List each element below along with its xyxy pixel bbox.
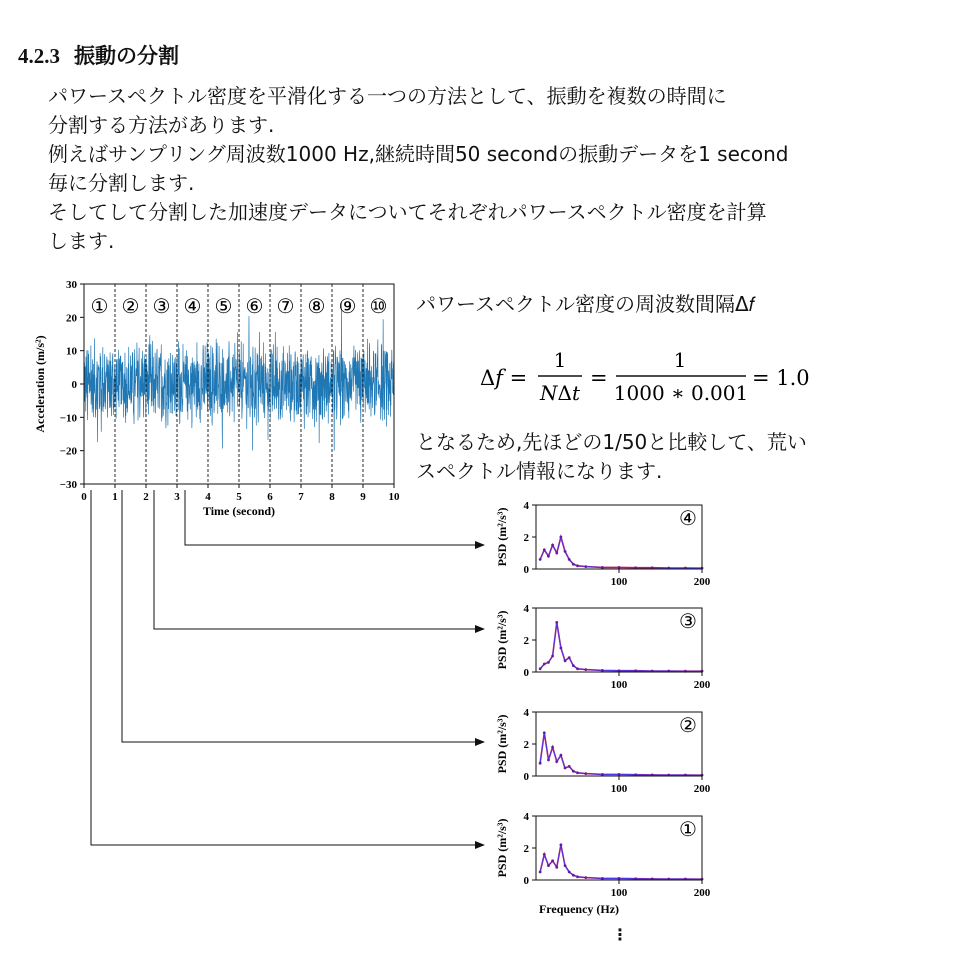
segment-label: ① xyxy=(679,817,697,841)
psd-chart-segment-1 xyxy=(490,806,720,926)
psd-point xyxy=(576,875,579,878)
psd-point xyxy=(551,655,554,658)
psd-point xyxy=(564,767,567,770)
x-tick-label: 100 xyxy=(610,576,628,588)
psd-point xyxy=(564,550,567,553)
formula-frac1-den: 𝑁Δ𝑡 xyxy=(540,381,580,405)
psd-point xyxy=(601,773,604,776)
psd-point xyxy=(572,874,575,877)
segment-label: ⑦ xyxy=(276,294,295,318)
psd-chart-segment-2 xyxy=(490,702,720,802)
connector-arrow xyxy=(91,490,484,845)
psd-point xyxy=(568,765,571,768)
formula-result: = 1.0 xyxy=(752,366,810,390)
psd-series-line xyxy=(540,622,702,671)
psd-point xyxy=(560,843,563,846)
y-tick-label: 0 xyxy=(523,771,529,783)
y-axis-label: PSD (m²/s³) xyxy=(495,818,509,878)
x-tick-label: 10 xyxy=(388,491,400,503)
x-tick-label: 7 xyxy=(298,491,304,503)
segment-label: ② xyxy=(121,294,140,318)
segment-label: ① xyxy=(90,294,109,318)
x-axis-label: Time (second) xyxy=(202,504,276,518)
y-tick-label: 4 xyxy=(523,500,529,512)
psd-point xyxy=(572,664,575,667)
psd-point xyxy=(555,552,558,555)
y-axis-label: PSD (m²/s³) xyxy=(495,507,509,567)
psd-series-line xyxy=(540,845,702,879)
y-tick-label: 2 xyxy=(523,635,529,647)
psd-point xyxy=(568,656,571,659)
x-tick-label: 0 xyxy=(81,491,87,503)
psd-point xyxy=(568,871,571,874)
paragraph-line: 例えばサンプリング周波数1000 Hz,継続時間50 secondの振動データを1 second xyxy=(48,142,789,166)
continuation-dots: ⋮ xyxy=(612,925,628,944)
psd-point xyxy=(564,864,567,867)
psd-point xyxy=(560,754,563,757)
psd-interval-text: パワースペクトル密度の周波数間隔Δ𝑓 xyxy=(416,292,755,316)
connector-arrow xyxy=(185,490,484,545)
plot-frame xyxy=(536,712,702,776)
x-tick-label: 200 xyxy=(693,887,711,899)
y-tick-label: −20 xyxy=(59,445,77,458)
psd-point xyxy=(555,866,558,869)
comparison-line: となるため,先ほどの1/50と比較して、荒い xyxy=(416,430,807,454)
psd-chart-segment-3 xyxy=(490,598,720,698)
psd-point xyxy=(618,566,621,569)
paragraph-line: パワースペクトル密度を平滑化する一つの方法として、振動を複数の時間に xyxy=(48,84,727,108)
formula-equals: = xyxy=(590,366,608,390)
y-tick-label: 0 xyxy=(523,564,529,576)
segment-label: ⑨ xyxy=(338,294,357,318)
psd-point xyxy=(555,760,558,763)
section-number: 4.2.3 xyxy=(18,44,60,68)
x-tick-label: 3 xyxy=(174,491,180,503)
y-tick-label: 2 xyxy=(523,739,529,751)
psd-point xyxy=(584,565,587,568)
segment-label: ④ xyxy=(183,294,202,318)
x-tick-label: 8 xyxy=(329,491,335,503)
formula-frac1-num: 1 xyxy=(553,348,567,372)
segment-label: ⑩ xyxy=(369,294,388,318)
psd-point xyxy=(543,853,546,856)
psd-point xyxy=(576,667,579,670)
psd-point xyxy=(572,770,575,773)
psd-point xyxy=(576,771,579,774)
y-axis-label: PSD (m²/s³) xyxy=(495,714,509,774)
y-tick-label: 4 xyxy=(523,811,529,823)
psd-point xyxy=(551,544,554,547)
y-tick-label: 0 xyxy=(71,379,77,391)
psd-point xyxy=(568,558,571,561)
y-tick-label: 0 xyxy=(523,875,529,887)
psd-point xyxy=(601,669,604,672)
x-tick-label: 100 xyxy=(610,887,628,899)
comparison-line: スペクトル情報になります. xyxy=(416,459,663,483)
x-tick-label: 4 xyxy=(205,491,211,503)
y-tick-label: 0 xyxy=(523,667,529,679)
segment-label: ⑤ xyxy=(214,294,233,318)
y-tick-label: 30 xyxy=(66,279,77,291)
psd-smoothed-line xyxy=(540,622,702,671)
psd-point xyxy=(551,859,554,862)
psd-point xyxy=(543,731,546,734)
segment-label: ④ xyxy=(679,506,697,530)
psd-point xyxy=(601,877,604,880)
formula-frac2-den: 1000 ∗ 0.001 xyxy=(613,381,749,405)
psd-point xyxy=(618,773,621,776)
paragraph-line: 毎に分割します. xyxy=(48,171,195,195)
y-tick-label: 2 xyxy=(523,532,529,544)
formula-frac2-num: 1 xyxy=(673,348,687,372)
x-axis-label: Frequency (Hz) xyxy=(538,902,620,916)
y-tick-label: 10 xyxy=(66,345,77,358)
y-tick-label: 4 xyxy=(523,707,529,719)
x-tick-label: 200 xyxy=(693,576,711,588)
paragraph-line: そしてして分割した加速度データについてそれぞれパワースペクトル密度を計算 xyxy=(48,200,767,224)
y-tick-label: −30 xyxy=(59,479,77,491)
psd-point xyxy=(547,661,550,664)
psd-point xyxy=(601,566,604,569)
psd-point xyxy=(584,668,587,671)
section-title: 振動の分割 xyxy=(74,44,179,68)
psd-point xyxy=(576,564,579,567)
psd-point xyxy=(539,667,542,670)
x-tick-label: 5 xyxy=(236,491,242,503)
formula-lhs: Δ𝑓 = xyxy=(480,366,528,390)
x-tick-label: 1 xyxy=(112,491,118,503)
psd-point xyxy=(551,746,554,749)
y-tick-label: 20 xyxy=(66,312,77,325)
paragraph-line: します. xyxy=(48,229,115,253)
psd-point xyxy=(584,876,587,879)
x-tick-label: 100 xyxy=(610,679,628,691)
y-axis-label: Acceleration (m/s²) xyxy=(33,335,47,433)
y-tick-label: 4 xyxy=(523,603,529,615)
psd-point xyxy=(539,762,542,765)
psd-point xyxy=(584,772,587,775)
segment-label: ② xyxy=(679,713,697,737)
y-tick-label: 2 xyxy=(523,843,529,855)
psd-point xyxy=(572,563,575,566)
connector-arrow xyxy=(154,490,484,629)
psd-point xyxy=(564,659,567,662)
psd-point xyxy=(560,647,563,650)
psd-chart-segment-4 xyxy=(490,495,720,595)
segment-label: ③ xyxy=(152,294,171,318)
y-tick-label: −10 xyxy=(59,412,77,425)
psd-point xyxy=(547,864,550,867)
x-tick-label: 2 xyxy=(143,491,149,503)
psd-point xyxy=(539,871,542,874)
segment-label: ③ xyxy=(679,609,697,633)
connector-arrow xyxy=(122,490,484,742)
psd-point xyxy=(543,663,546,666)
psd-point xyxy=(547,555,550,558)
x-tick-label: 9 xyxy=(360,491,366,503)
psd-point xyxy=(547,759,550,762)
psd-point xyxy=(618,877,621,880)
x-tick-label: 200 xyxy=(693,783,711,795)
x-tick-label: 6 xyxy=(267,491,273,503)
psd-point xyxy=(560,536,563,539)
segment-label: ⑥ xyxy=(245,294,264,318)
y-axis-label: PSD (m²/s³) xyxy=(495,610,509,670)
x-tick-label: 200 xyxy=(693,679,711,691)
segment-label: ⑧ xyxy=(307,294,326,318)
x-tick-label: 100 xyxy=(610,783,628,795)
plot-frame xyxy=(536,608,702,672)
psd-point xyxy=(539,558,542,561)
psd-point xyxy=(555,621,558,624)
paragraph-line: 分割する方法があります. xyxy=(48,113,275,137)
psd-point xyxy=(543,548,546,551)
